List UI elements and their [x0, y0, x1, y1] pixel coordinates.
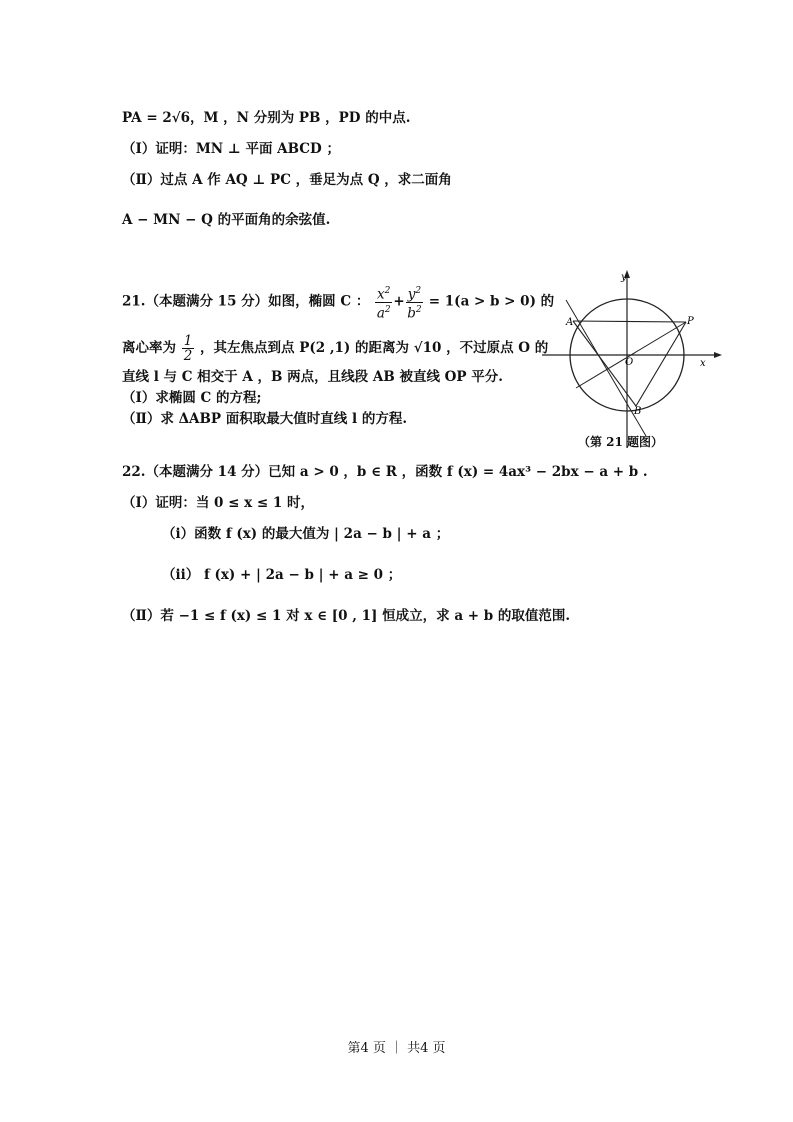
label-y: y	[621, 272, 627, 283]
label-x: x	[700, 358, 706, 369]
q21-ecc-pre: 离心率为	[122, 340, 176, 356]
top-part-2: （Ⅱ）过点 A 作 AQ ⊥ PC ，垂足为点 Q ，求二面角	[122, 172, 452, 188]
top-line-1-text: PA = 2√6	[122, 110, 191, 126]
top-line-1	[122, 108, 410, 128]
q22-part-1: （Ⅰ）证明：当 0 ≤ x ≤ 1 时，	[122, 495, 314, 511]
q22-sub-ii: （ii） f (x) + | 2a − b | + a ≥ 0 ；	[162, 567, 402, 583]
segment-PB	[636, 322, 686, 406]
top-part-2-cont: A − MN − Q 的平面角的余弦值.	[122, 212, 331, 228]
top-line-1-mid: ，M ，N 分别为 PB ，PD 的中点.	[190, 110, 411, 126]
q21-head-text: 21.（本题满分 15 分）如图，椭圆 C ：	[122, 293, 370, 310]
label-B: B	[634, 406, 642, 417]
q22-part-2: （Ⅱ）若 −1 ≤ f (x) ≤ 1 对 x ∈ [0 , 1] 恒成立，求 a + b 的取值范围.	[122, 608, 571, 624]
figure-caption: （第 21 题图）	[578, 435, 664, 449]
q21-ecc-tail: ，其左焦点到点 P(2 ,1) 的距离为 √10 ，不过原点 O 的	[200, 340, 549, 356]
q21-line3: 直线 l 与 C 相交于 A ，B 两点，且线段 AB 被直线 OP 平分.	[122, 369, 503, 385]
page-footer: 第4 页 ｜ 共4 页	[347, 1041, 446, 1056]
label-A: A	[566, 317, 574, 328]
label-P: P	[687, 316, 694, 327]
q21-frac-x: $\frac{x^2}{a^2}$	[376, 286, 391, 321]
q21-frac-half: $\frac{1}{2}$	[183, 333, 193, 364]
q21-frac-y: $\frac{y^2}{b^2}$	[407, 286, 422, 321]
label-O: O	[625, 357, 634, 368]
q21-head: 21.（本题满分 15 分）如图，椭圆 C ： $\frac{x^2}{a^2}$ + $\frac{y^2}{b^2}$ = 1(a > b > 0) 的	[122, 286, 555, 321]
x-axis-arrow-icon	[714, 352, 722, 358]
q21-ecc	[122, 334, 548, 363]
q21-part-2: （Ⅱ）求 ΔABP 面积取最大值时直线 l 的方程.	[122, 411, 408, 427]
q21-head-tail: = 1(a > b > 0) 的	[428, 293, 555, 310]
q22-sub-i: （i）函数 f (x) 的最大值为 | 2a − b | + a ；	[162, 526, 450, 542]
q22-head: 22.（本题满分 14 分）已知 a > 0 ，b ∈ R ，函数 f (x) = 4ax³ − 2bx − a + b .	[122, 464, 648, 480]
q21-part-1: （Ⅰ）求椭圆 C 的方程;	[122, 390, 262, 406]
q21-figure	[536, 266, 722, 456]
top-part-1: （Ⅰ）证明：MN ⊥ 平面 ABCD ；	[122, 141, 340, 157]
segment-AP	[573, 321, 686, 322]
